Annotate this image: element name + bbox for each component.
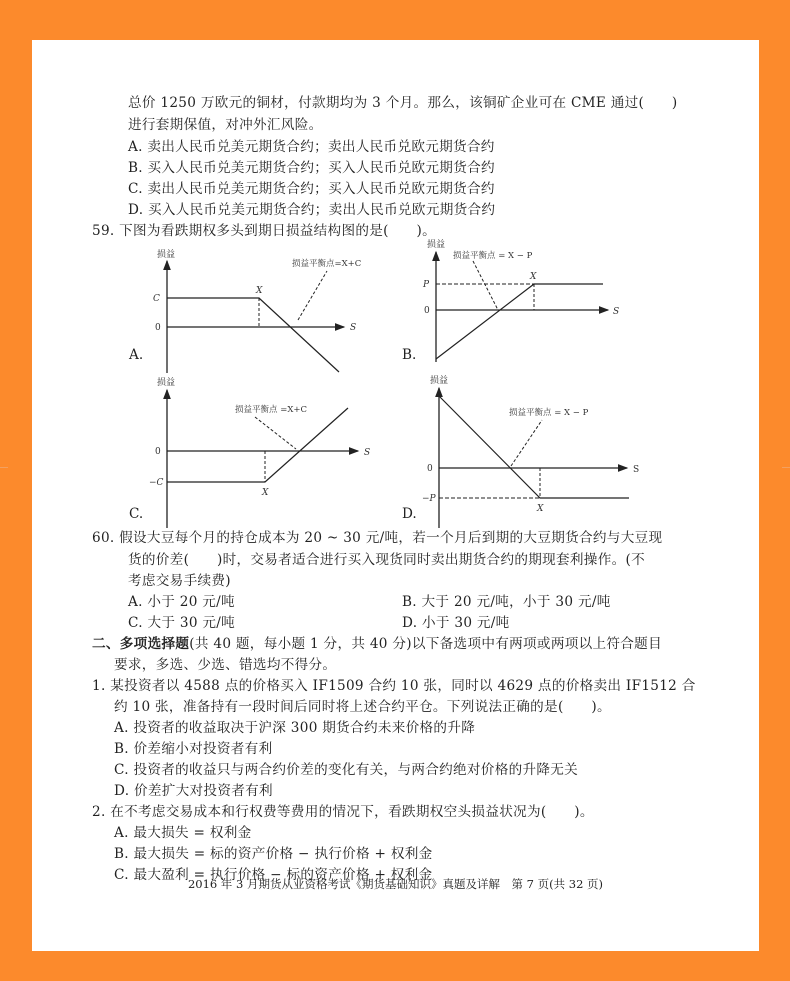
y-axis-label: 损益 bbox=[157, 378, 176, 388]
diagram-a bbox=[112, 245, 382, 375]
y-tick-zero: 0 bbox=[155, 323, 161, 333]
y-axis-label: 损益 bbox=[157, 250, 176, 260]
diagram-b-label: B. bbox=[402, 347, 417, 363]
q58-option-b: B. 买入人民币兑美元期货合约；买入人民币兑欧元期货合约 bbox=[128, 160, 495, 176]
y-tick-c: C bbox=[153, 294, 160, 304]
diagram-d bbox=[397, 370, 677, 530]
section-2-heading: 二、多项选择题 bbox=[92, 636, 190, 652]
breakeven-label: 损益平衡点 =X+C bbox=[235, 405, 308, 415]
diagram-b bbox=[397, 238, 657, 378]
diagram-c bbox=[112, 370, 392, 530]
y-axis-label: 损益 bbox=[430, 376, 449, 386]
mq1-text-line-2: 约 10 张，准备持有一段时间后同时将上述合约平仓。下列说法正确的是( )。 bbox=[114, 699, 611, 715]
section-2-description: (共 40 题，每小题 1 分，共 40 分)以下备选项中有两项或两项以上符合题目 bbox=[189, 636, 662, 652]
mq2-option-c: C. 最大盈利 = 执行价格 − 标的资产价格 + 权利金 bbox=[114, 867, 433, 883]
page-footer: 2016 年 3 月期货从业资格考试《期货基础知识》真题及详解 第 7 页(共 32 页) bbox=[187, 877, 604, 891]
payoff-line bbox=[436, 284, 603, 359]
section-2-heading-line bbox=[92, 634, 662, 654]
q60-option-c: C. 大于 30 元/吨 bbox=[128, 615, 236, 631]
q59-stem: 59. 下图为看跌期权多头到期日损益结构图的是( )。 bbox=[92, 223, 437, 239]
q60-option-a: A. 小于 20 元/吨 bbox=[128, 594, 235, 610]
q60-text-line-1: 60. 假设大豆每个月的持仓成本为 20 ~ 30 元/吨，若一个月后到期的大豆期货合约与大豆现 bbox=[92, 530, 663, 546]
breakeven-label: 损益平衡点 = X − P bbox=[453, 251, 533, 261]
strike-label: X bbox=[256, 286, 263, 296]
mq2-text-line-1: 2. 在不考虑交易成本和行权费等费用的情况下，看跌期权空头损益状况为( )。 bbox=[92, 804, 594, 820]
mq1-option-c: C. 投资者的收益只与两合约价差的变化有关，与两合约绝对价格的升降无关 bbox=[114, 762, 579, 778]
diagram-c-label: C. bbox=[129, 506, 144, 522]
q60-text-line-3: 考虑交易手续费) bbox=[128, 573, 231, 589]
x-axis-label: S bbox=[364, 448, 371, 458]
y-axis-label: 损益 bbox=[427, 240, 446, 250]
breakeven-pointer bbox=[473, 261, 498, 310]
y-tick-p: P bbox=[423, 280, 430, 290]
diagram-a-label: A. bbox=[129, 347, 144, 363]
payoff-line bbox=[167, 408, 348, 482]
section-2-description-line-2: 要求，多选、少选、错选均不得分。 bbox=[114, 657, 337, 673]
mq2-option-a: A. 最大损失 = 权利金 bbox=[114, 825, 252, 841]
q60-text-line-2: 货的价差( )时，交易者适合进行买入现货同时卖出期货合约的期现套利操作。(不 bbox=[128, 552, 645, 568]
breakeven-label: 损益平衡点 = X − P bbox=[509, 408, 589, 418]
document-page bbox=[32, 40, 759, 951]
q58-option-a: A. 卖出人民币兑美元期货合约；卖出人民币兑欧元期货合约 bbox=[128, 139, 495, 155]
mq1-option-d: D. 价差扩大对投资者有利 bbox=[114, 783, 273, 799]
mq1-text-line-1: 1. 某投资者以 4588 点的价格买入 IF1509 合约 10 张，同时以 4629 点的价格卖出 IF1512 合 bbox=[92, 678, 696, 694]
payoff-line bbox=[167, 298, 339, 372]
mq2-option-b: B. 最大损失 = 标的资产价格 − 执行价格 + 权利金 bbox=[114, 846, 433, 862]
strike-label: X bbox=[537, 504, 544, 514]
x-axis-label: S bbox=[350, 323, 357, 333]
q58-option-d: D. 买入人民币兑美元期货合约；卖出人民币兑欧元期货合约 bbox=[128, 202, 496, 218]
breakeven-pointer bbox=[255, 417, 296, 449]
crop-mark-left bbox=[0, 467, 8, 468]
diagram-d-label: D. bbox=[402, 506, 417, 522]
mq1-option-a: A. 投资者的收益取决于沪深 300 期货合约未来价格的升降 bbox=[114, 720, 476, 736]
x-axis-label: S bbox=[633, 465, 640, 475]
strike-label: X bbox=[262, 488, 269, 498]
y-tick-neg-c: −C bbox=[149, 478, 164, 488]
q58-text-line-2: 进行套期保值，对冲外汇风险。 bbox=[128, 117, 323, 133]
breakeven-pointer bbox=[511, 420, 542, 466]
mq1-option-b: B. 价差缩小对投资者有利 bbox=[114, 741, 273, 757]
breakeven-label: 损益平衡点=X+C bbox=[292, 259, 362, 269]
crop-mark-right bbox=[782, 467, 790, 468]
x-axis-label: S bbox=[613, 307, 620, 317]
q58-text-line-1: 总价 1250 万欧元的铜材，付款期均为 3 个月。那么，该铜矿企业可在 CME 通过( ) bbox=[128, 95, 678, 111]
y-tick-zero: 0 bbox=[424, 306, 430, 316]
q60-option-d: D. 小于 30 元/吨 bbox=[402, 615, 510, 631]
y-tick-zero: 0 bbox=[427, 464, 433, 474]
y-tick-zero: 0 bbox=[155, 447, 161, 457]
strike-label: X bbox=[530, 272, 537, 282]
breakeven-pointer bbox=[298, 271, 327, 320]
q58-option-c: C. 卖出人民币兑美元期货合约；买入人民币兑欧元期货合约 bbox=[128, 181, 495, 197]
q60-option-b: B. 大于 20 元/吨，小于 30 元/吨 bbox=[402, 594, 611, 610]
y-tick-neg-p: −P bbox=[422, 494, 436, 504]
